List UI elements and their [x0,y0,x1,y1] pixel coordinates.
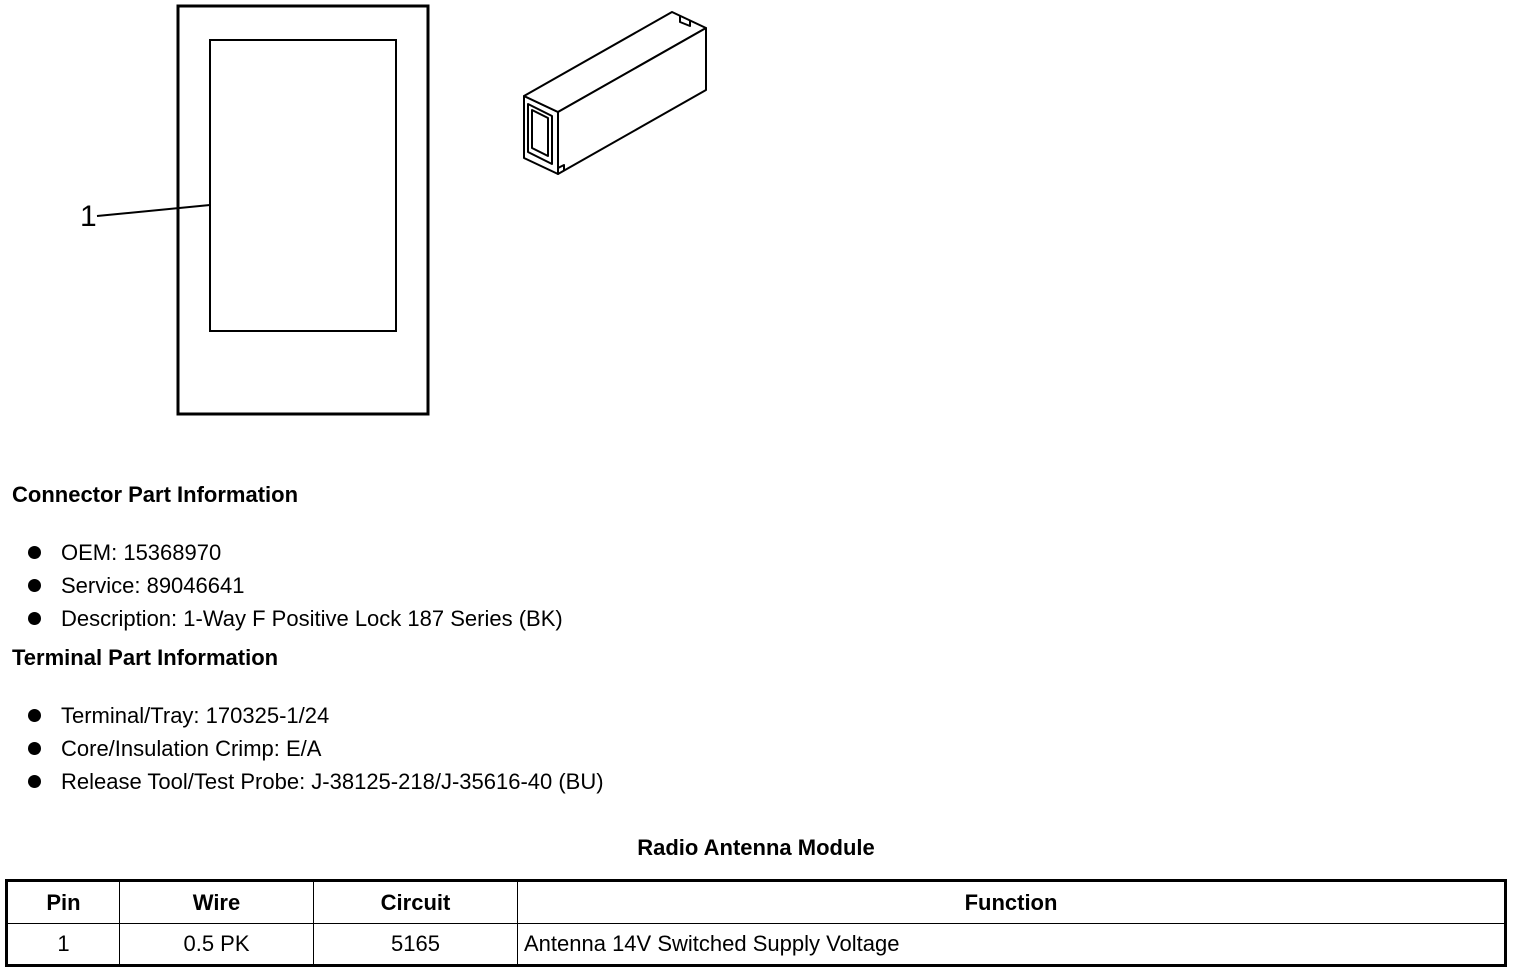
table-row [7,924,1506,966]
bullet-icon [28,709,41,722]
cell-wire: 0.5 PK [120,924,314,966]
connector-oem: OEM: 15368970 [61,539,222,565]
cell-function: Antenna 14V Switched Supply Voltage [518,924,1506,966]
list-item [28,602,563,635]
bullet-icon [28,579,41,592]
terminal-release-tool: Release Tool/Test Probe: J-38125-218/J-35616-40 (BU) [61,768,604,794]
bullet-icon [28,775,41,788]
terminal-part-info-heading: Terminal Part Information [12,645,279,670]
callout-label-1: 1 [80,200,97,233]
bullet-icon [28,612,41,625]
connector-diagram [0,0,760,430]
connector-face-outer [178,6,428,414]
bullet-icon [28,546,41,559]
column-header-function: Function [518,881,1506,924]
column-header-wire: Wire [120,881,314,924]
column-header-circuit: Circuit [314,881,518,924]
pinout-table [5,879,1507,967]
connector-part-info-heading: Connector Part Information [12,482,299,507]
callout-leader-line [97,205,210,216]
bullet-icon [28,742,41,755]
table-header-row [7,881,1506,924]
terminal-crimp: Core/Insulation Crimp: E/A [61,735,322,761]
connector-housing-isometric [524,12,706,174]
terminal-tray: Terminal/Tray: 170325-1/24 [61,702,330,728]
connector-part-info-list [28,536,563,635]
column-header-pin: Pin [7,881,120,924]
table-title: Radio Antenna Module [637,835,875,860]
cell-circuit: 5165 [314,924,518,966]
list-item [28,765,604,798]
list-item [28,536,563,569]
list-item [28,569,563,602]
list-item [28,732,604,765]
connector-description: Description: 1-Way F Positive Lock 187 Series (BK) [61,605,563,631]
connector-face-cavity [210,40,396,331]
cell-pin: 1 [7,924,120,966]
terminal-part-info-list [28,699,604,798]
connector-service: Service: 89046641 [61,572,245,598]
list-item [28,699,604,732]
